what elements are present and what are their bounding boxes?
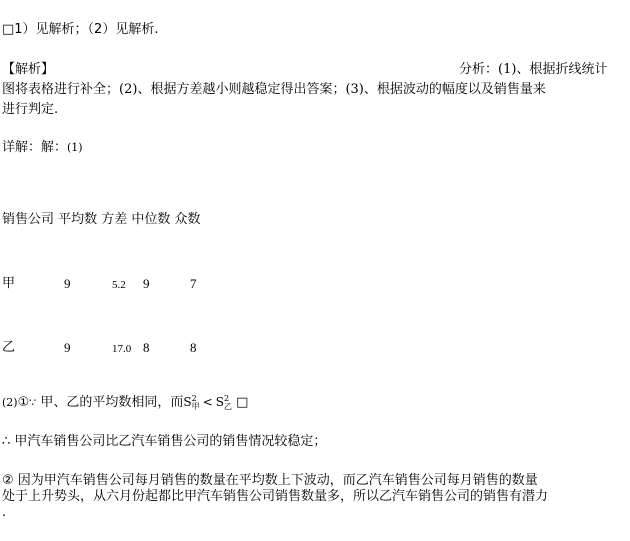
- analysis-n1: (1): [498, 62, 517, 77]
- analysis-n3: (3): [345, 82, 364, 97]
- detail-n: (1): [67, 141, 83, 154]
- part2b-line3: .: [2, 505, 7, 520]
- analysis-line2: [2, 82, 546, 98]
- analysis-head: 分析：: [459, 62, 499, 77]
- part2b-text1: 因为甲汽车销售公司每月销售的数量在平均数上下波动，而乙汽车销售公司每月销售的数量: [17, 473, 538, 488]
- box-symbol: □: [236, 395, 249, 410]
- row-median: 9: [143, 276, 150, 291]
- analysis-n2: (2): [119, 82, 138, 97]
- row-median: 8: [143, 340, 150, 355]
- row-company: 乙: [2, 340, 16, 355]
- part2-prefix: (2): [2, 396, 18, 409]
- formula-sup2: 2: [223, 393, 230, 403]
- formula-script1: [192, 395, 200, 411]
- because-symbol: ∵: [29, 396, 37, 409]
- row-company: 甲: [2, 276, 16, 291]
- part2-text: 甲、乙的平均数相同，而: [40, 395, 184, 410]
- analysis-label: 【解析】: [2, 62, 55, 77]
- circle-two-icon: ②: [2, 473, 14, 488]
- formula-sup1: 2: [191, 393, 197, 403]
- answer-line: □1）见解析；（2）见解析.: [2, 22, 159, 37]
- row-variance: 5.2: [112, 279, 126, 291]
- part2b-line2: 处于上升势头，从六月份起都比甲汽车销售公司销售数量多，所以乙汽车销售公司的销售有潜力: [2, 489, 549, 504]
- row-mode: 7: [190, 276, 197, 291]
- therefore-line: ∴ 甲汽车销售公司比乙汽车销售公司的销售情况较稳定；: [2, 434, 327, 449]
- circle-one-icon: ①: [17, 395, 30, 410]
- part2b-line1: [2, 473, 538, 489]
- part2-line: [2, 394, 248, 411]
- formula-sub1: 甲: [191, 401, 200, 411]
- detail-line: [2, 140, 83, 156]
- analysis-line1: [459, 62, 607, 78]
- analysis-line2-a: 图将表格进行补全；: [2, 82, 120, 97]
- formula-s2: S: [215, 395, 224, 409]
- detail-label: 详解：解：: [2, 140, 68, 155]
- analysis-line1-rest: 、根据折线统计: [516, 62, 608, 77]
- table-header: 销售公司 平均数 方差 中位数 众数: [2, 212, 201, 227]
- formula-s1: S: [183, 395, 192, 409]
- analysis-line2-b: 、根据方差越小则越稳定得出答案；: [137, 82, 346, 97]
- row-mode: 8: [190, 340, 197, 355]
- formula-script2: [224, 395, 232, 411]
- formula-lt: <: [202, 395, 213, 409]
- analysis-line3: 进行判定.: [2, 102, 59, 117]
- row-variance: 17.0: [112, 343, 132, 355]
- analysis-line2-c: 、根据波动的幅度以及销售量来: [363, 82, 546, 97]
- variance-formula: [183, 395, 232, 409]
- row-mean: 9: [64, 340, 71, 355]
- row-mean: 9: [64, 276, 71, 291]
- formula-sub2: 乙: [223, 401, 232, 411]
